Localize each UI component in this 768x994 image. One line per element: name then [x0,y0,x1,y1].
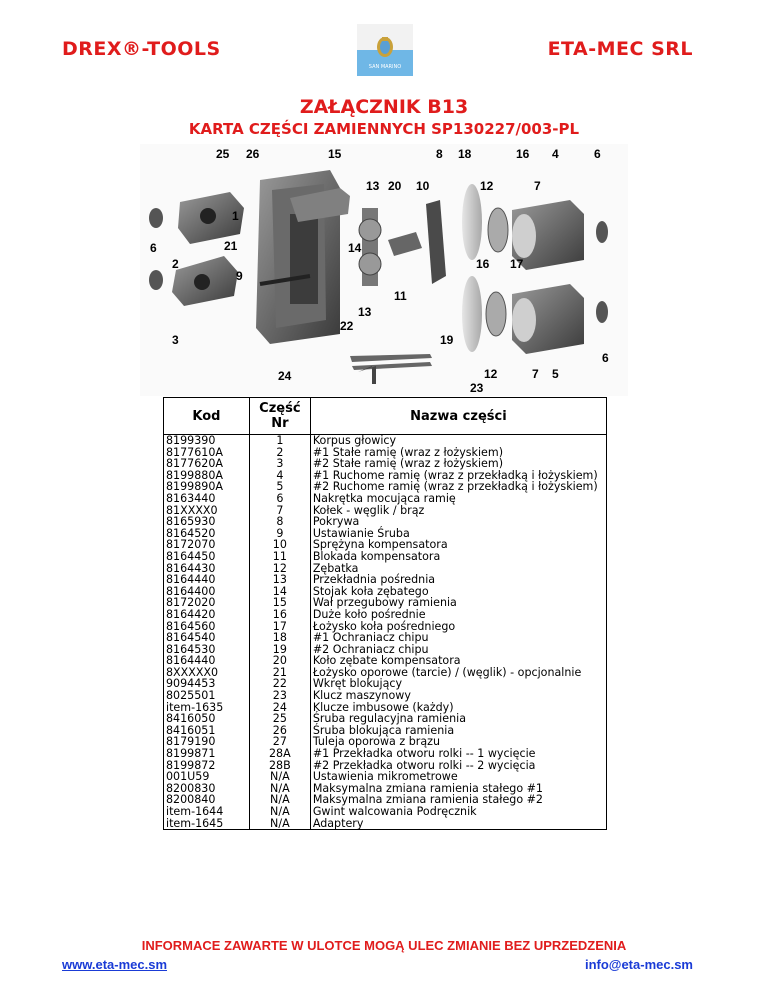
cell-name: Klucz maszynowy [310,690,606,702]
cell-part-nr: 15 [249,597,310,609]
cell-code: 8416051 [164,725,250,737]
callout-11: 11 [394,289,407,303]
cell-part-nr: 28B [249,760,310,772]
callout-6b: 6 [150,241,157,255]
cell-code: 8XXXXX0 [164,667,250,679]
cell-code: 8164440 [164,574,250,586]
cell-name: #2 Przekładka otworu rolki -- 2 wycięcia [310,760,606,772]
cell-name: Kołek - węglik / brąz [310,505,606,517]
cell-name: #2 Stałe ramię (wraz z łożyskiem) [310,458,606,470]
callout-17: 17 [510,257,524,271]
cell-name: #1 Stałe ramię (wraz z łożyskiem) [310,447,606,459]
cell-part-nr: 9 [249,528,310,540]
cell-code: 81XXXX0 [164,505,250,517]
callout-22: 22 [340,319,354,333]
cell-name: Tuleja oporowa z brązu [310,736,606,748]
cell-code: 8199390 [164,435,250,447]
callout-7b: 7 [532,367,539,381]
cell-part-nr: 16 [249,609,310,621]
callout-5: 5 [552,367,559,381]
cell-part-nr: 25 [249,713,310,725]
cell-name: Pokrywa [310,516,606,528]
cell-code: 8163440 [164,493,250,505]
page-subtitle: KARTA CZĘŚCI ZAMIENNYCH SP130227/003-PL [188,120,580,138]
cell-code: 8025501 [164,690,250,702]
header-name: Nazwa części [310,398,606,435]
cell-part-nr: 2 [249,447,310,459]
cell-code: 8200840 [164,794,250,806]
cell-part-nr: 7 [249,505,310,517]
cell-name: Korpus głowicy [310,435,606,447]
cell-name: Łożysko oporowe (tarcie) / (węglik) - opcjonalnie [310,667,606,679]
cell-code: 8177620A [164,458,250,470]
website-link[interactable]: www.eta-mec.sm [62,957,168,972]
cell-part-nr: 27 [249,736,310,748]
callout-2: 2 [172,257,179,271]
table-row [164,493,607,505]
callout-13b: 13 [358,305,372,319]
cell-name: Adaptery [310,818,606,830]
cell-part-nr: N/A [249,783,310,795]
email-address[interactable]: info@eta-mec.sm [584,957,693,972]
cell-part-nr: 10 [249,539,310,551]
cell-part-nr: N/A [249,818,310,830]
san-marino-flag-logo [357,24,413,76]
cell-name: Wkręt blokujący [310,678,606,690]
callout-18: 18 [458,147,472,161]
callout-9: 9 [236,269,243,283]
cell-part-nr: 8 [249,516,310,528]
cell-code: item-1644 [164,806,250,818]
table-row [164,551,607,563]
cell-code: 8164400 [164,586,250,598]
table-row [164,516,607,528]
cell-part-nr: 22 [249,678,310,690]
callout-24: 24 [278,369,292,383]
table-row [164,435,607,447]
cell-name: Sprężyna kompensatora [310,539,606,551]
cell-part-nr: 28A [249,748,310,760]
cell-part-nr: 6 [249,493,310,505]
table-row [164,806,607,818]
cell-code: 8164540 [164,632,250,644]
cell-part-nr: 17 [249,621,310,633]
callout-12b: 12 [484,367,498,381]
cell-code: 8179190 [164,736,250,748]
cell-part-nr: 3 [249,458,310,470]
cell-part-nr: 26 [249,725,310,737]
cell-name: Ustawienia mikrometrowe [310,771,606,783]
table-row [164,574,607,586]
callout-16: 16 [516,147,530,161]
table-row [164,632,607,644]
cell-name: Nakrętka mocująca ramię [310,493,606,505]
header-code: Kod [164,398,250,435]
cell-name: Klucze imbusowe (każdy) [310,702,606,714]
table-row [164,818,607,830]
table-header-row [164,398,607,435]
cell-code: 8416050 [164,713,250,725]
cell-part-nr: N/A [249,794,310,806]
cell-code: 8199890A [164,481,250,493]
cell-code: 8164430 [164,563,250,575]
cell-code: 8165930 [164,516,250,528]
callout-26: 26 [246,147,260,161]
callout-25: 25 [216,147,230,161]
exploded-parts-diagram [140,144,628,396]
cell-part-nr: N/A [249,806,310,818]
callout-23: 23 [470,381,484,395]
cell-code: 8200830 [164,783,250,795]
table-row [164,748,607,760]
cell-code: 001U59 [164,771,250,783]
callout-6: 6 [594,147,601,161]
callout-10: 10 [416,179,430,193]
cell-code: 8199871 [164,748,250,760]
cell-name: #2 Ruchome ramię (wraz z przekładką i łożyskiem) [310,481,606,493]
cell-part-nr: 20 [249,655,310,667]
table-row [164,505,607,517]
callout-3: 3 [172,333,179,347]
callout-15: 15 [328,147,342,161]
callout-13: 13 [366,179,380,193]
callout-12: 12 [480,179,494,193]
page-title: ZAŁĄCZNIK B13 [299,96,469,118]
callout-14: 14 [348,241,362,255]
cell-name: Blokada kompensatora [310,551,606,563]
cell-code: 8172020 [164,597,250,609]
brand-left: DREX®-TOOLS [62,38,221,60]
disclaimer-notice: INFORMACE ZAWARTE W ULOTCE MOGĄ ULEC ZMIANIE BEZ UPRZEDZENIA [141,938,627,953]
callout-16b: 16 [476,257,490,271]
table-row [164,690,607,702]
cell-code: 8199880A [164,470,250,482]
cell-part-nr: 24 [249,702,310,714]
callout-1: 1 [232,209,239,223]
cell-name: Łożysko koła pośredniego [310,621,606,633]
cell-part-nr: 11 [249,551,310,563]
callout-19: 19 [440,333,454,347]
cell-name: Śruba blokująca ramienia [310,725,606,737]
cell-name: Ustawianie Śruba [310,528,606,540]
callout-20: 20 [388,179,402,193]
cell-name: #1 Ruchome ramię (wraz z przekładką i łożyskiem) [310,470,606,482]
callout-7: 7 [534,179,541,193]
cell-part-nr: 18 [249,632,310,644]
cell-name: Przekładnia pośrednia [310,574,606,586]
callout-6c: 6 [602,351,609,365]
cell-code: 8164530 [164,644,250,656]
cell-code: 8164440 [164,655,250,667]
cell-part-nr: 12 [249,563,310,575]
cell-part-nr: 19 [249,644,310,656]
parts-table-body [164,435,607,830]
cell-part-nr: 4 [249,470,310,482]
cell-part-nr: 13 [249,574,310,586]
cell-name: #2 Ochraniacz chipu [310,644,606,656]
cell-part-nr: 1 [249,435,310,447]
cell-name: #1 Ochraniacz chipu [310,632,606,644]
cell-name: Gwint walcowania Podręcznik [310,806,606,818]
cell-code: 8164420 [164,609,250,621]
cell-name: Wał przegubowy ramienia [310,597,606,609]
cell-code: item-1645 [164,818,250,830]
table-row [164,609,607,621]
cell-part-nr: 5 [249,481,310,493]
cell-name: Zębatka [310,563,606,575]
callout-21: 21 [224,239,238,253]
callout-8: 8 [436,147,443,161]
parts-table [163,397,607,830]
cell-code: 8164450 [164,551,250,563]
cell-name: #1 Przekładka otworu rolki -- 1 wycięcie [310,748,606,760]
cell-name: Duże koło pośrednie [310,609,606,621]
cell-code: 8172070 [164,539,250,551]
cell-part-nr: N/A [249,771,310,783]
cell-name: Koło zębate kompensatora [310,655,606,667]
svg-text:SAN MARINO: SAN MARINO [368,64,402,70]
cell-part-nr: 23 [249,690,310,702]
cell-code: 9094453 [164,678,250,690]
cell-name: Śruba regulacyjna ramienia [310,713,606,725]
cell-part-nr: 21 [249,667,310,679]
callout-4: 4 [552,147,559,161]
cell-name: Stojak koła zębatego [310,586,606,598]
cell-code: 8177610A [164,447,250,459]
cell-part-nr: 14 [249,586,310,598]
cell-name: Maksymalna zmiana ramienia stałego #1 [310,783,606,795]
cell-code: 8199872 [164,760,250,772]
cell-code: 8164520 [164,528,250,540]
cell-name: Maksymalna zmiana ramienia stałego #2 [310,794,606,806]
cell-code: item-1635 [164,702,250,714]
brand-right: ETA-MEC SRL [547,38,693,60]
cell-code: 8164560 [164,621,250,633]
header-part-nr: Część Nr [249,398,310,435]
